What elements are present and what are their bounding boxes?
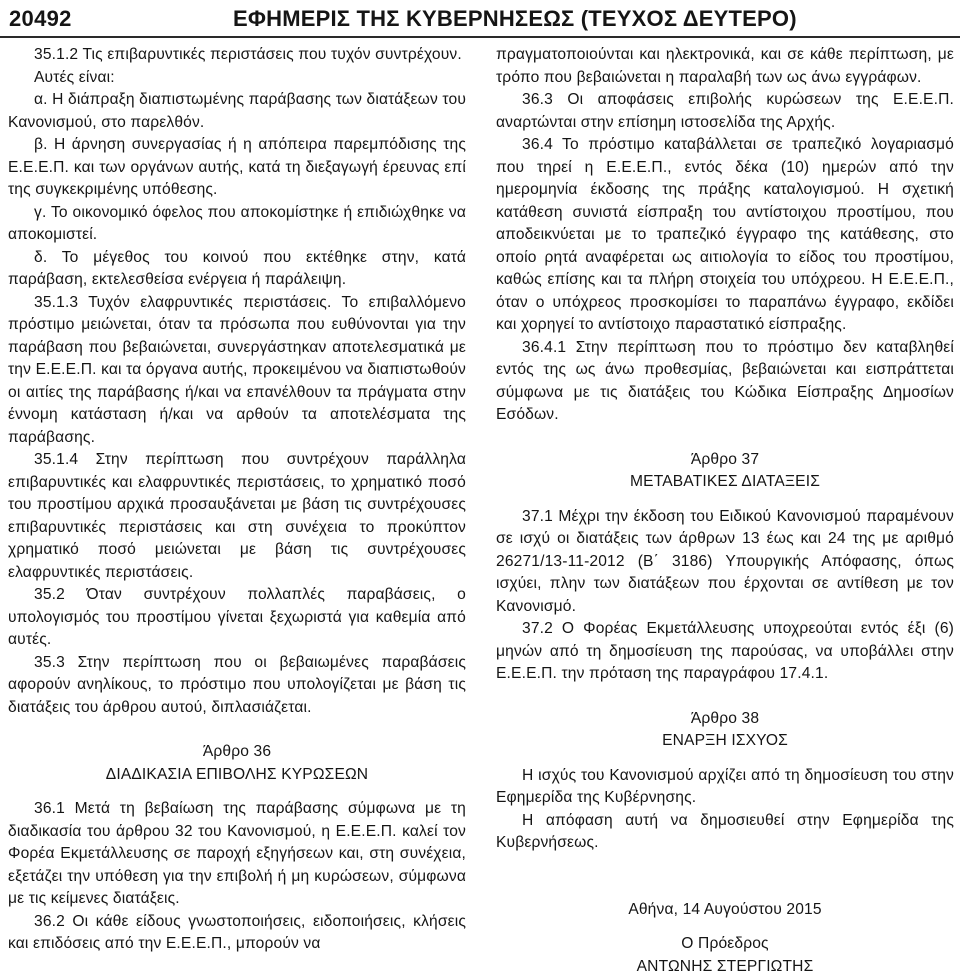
- paragraph-36-2-continued: πραγματοποιούνται και ηλεκτρονικά, και σε κάθε περίπτωση, με τρόπο που βεβαιώνεται η παραλαβή των ως άνω εγγράφων.: [496, 44, 954, 89]
- paragraph-36-4-1: 36.4.1 Στην περίπτωση που το πρόστιμο δεν καταβληθεί εντός της ως άνω προθεσμίας, βεβαιώνεται και εισπράττεται σύμφωνα με τις διατάξεις του Κώδικα Είσπραξης Δημοσίων Εσόδων.: [496, 337, 954, 427]
- spacer: [496, 921, 954, 933]
- header-divider: [0, 36, 960, 38]
- paragraph-35-1-2: 35.1.2 Τις επιβαρυντικές περιστάσεις που τυχόν συντρέχουν.: [8, 44, 466, 67]
- paragraph-35-3: 35.3 Στην περίπτωση που οι βεβαιωμένες παραβάσεις αφορούν ανηλίκους, το πρόστιμο που υπολογίζεται με βάση τις διατάξεις του άρθρου αυτού, διπλασιάζεται.: [8, 652, 466, 720]
- article-37-title: ΜΕΤΑΒΑΤΙΚΕΣ ΔΙΑΤΑΞΕΙΣ: [496, 471, 954, 494]
- paragraph-publication: Η απόφαση αυτή να δημοσιευθεί στην Εφημερίδα της Κυβερνήσεως.: [496, 810, 954, 855]
- paragraph-entry-into-force: Η ισχύς του Κανονισμού αρχίζει από τη δημοσίευση του στην Εφημερίδα της Κυβέρνησης.: [496, 765, 954, 810]
- paragraph-35-2: 35.2 Όταν συντρέχουν πολλαπλές παραβάσεις, ο υπολογισμός του προστίμου γίνεται ξεχωριστά για καθεμία από αυτές.: [8, 584, 466, 652]
- paragraph-35-1-4: 35.1.4 Στην περίπτωση που συντρέχουν παράλληλα επιβαρυντικές και ελαφρυντικές περιστάσεις, το χρηματικό ποσό του προστίμου αρχικά προσαυξάνεται με βάση τις συντρέχουσες επιβαρυντικές περιστάσεις και στη συνέχεια το προκύπτον χρηματικό ποσό μειώνεται με βάση τις συντρέχουσες ελαφρυντικές περιστάσεις.: [8, 449, 466, 584]
- page-header: [9, 6, 949, 32]
- spacer: [496, 877, 954, 899]
- list-item-c: γ. Το οικονομικό όφελος που αποκομίστηκε ή επιδιώχθηκε να αποκομιστεί.: [8, 202, 466, 247]
- paragraph-35-1-3: 35.1.3 Τυχόν ελαφρυντικές περιστάσεις. Το επιβαλλόμενο πρόστιμο μειώνεται, όταν τα πρόσωπα που ευθύνονται για την παράβαση που βεβαιώνεται, συνεργάστηκαν αποτελεσματικά με την Ε.Ε.Ε.Π. και τα όργανα αυτής, προκειμένου να διαπιστωθούν οι αιτίες της παράβασης ή/και να επανέλθουν τα πράγματα στην έννομη κατάσταση ή/και να αρθούν τα αποτελέσματα της παράβασης.: [8, 292, 466, 450]
- article-38-number: Άρθρο 38: [496, 708, 954, 731]
- article-36-title: ΔΙΑΔΙΚΑΣΙΑ ΕΠΙΒΟΛΗΣ ΚΥΡΩΣΕΩΝ: [8, 764, 466, 787]
- spacer: [8, 719, 466, 741]
- paragraph-36-2: 36.2 Οι κάθε είδους γνωστοποιήσεις, ειδοποιήσεις, κλήσεις και επιδόσεις από την Ε.Ε.Ε.Π., μπορούν να: [8, 911, 466, 956]
- right-column: [496, 44, 954, 978]
- signatory-name: ΑΝΤΩΝΗΣ ΣΤΕΡΓΙΩΤΗΣ: [496, 956, 954, 978]
- spacer: [496, 753, 954, 765]
- paragraph-36-3: 36.3 Οι αποφάσεις επιβολής κυρώσεων της Ε.Ε.Ε.Π. αναρτώνται στην επίσημη ιστοσελίδα της Αρχής.: [496, 89, 954, 134]
- spacer: [496, 855, 954, 877]
- spacer: [496, 686, 954, 708]
- list-intro: Αυτές είναι:: [8, 67, 466, 90]
- paragraph-37-2: 37.2 Ο Φορέας Εκμετάλλευσης υποχρεούται εντός έξι (6) μηνών από τη δημοσίευση της παρούσας, να υποβάλλει στην Ε.Ε.Ε.Π. την πρόταση της παραγράφου 17.4.1.: [496, 618, 954, 686]
- left-column: [8, 44, 466, 956]
- paragraph-36-4: 36.4 Το πρόστιμο καταβάλλεται σε τραπεζικό λογαριασμό που τηρεί η Ε.Ε.Ε.Π., εντός δέκα (10) ημερών από την ημερομηνία έκδοσης της πράξης καταλογισμού. Η σχετική κατάθεση συνιστά είσπραξη του αντίστοιχου προστίμου, που αποδεικνύεται με το τραπεζικό έγγραφο της κατάθεσης, στο οποίο ρητά αναφέρεται ως αιτιολογία το είδος του προστίμου, καθώς επίσης και τα πλήρη στοιχεία του υπόχρεου. Η Ε.Ε.Ε.Π., όταν ο υπόχρεος προσκομίσει το παραπάνω έγγραφο, εκδίδει και χορηγεί το αντίστοιχο παραστατικό είσπραξης.: [496, 134, 954, 337]
- article-38-title: ΕΝΑΡΞΗ ΙΣΧΥΟΣ: [496, 730, 954, 753]
- gazette-title: ΕΦΗΜΕΡΙΣ ΤΗΣ ΚΥΒΕΡΝΗΣΕΩΣ (ΤΕΥΧΟΣ ΔΕΥΤΕΡΟ): [233, 6, 797, 32]
- list-item-b: β. Η άρνηση συνεργασίας ή η απόπειρα παρεμπόδισης της Ε.Ε.Ε.Π. και των οργάνων αυτής, κατά τη διεξαγωγή έρευνας επί της συγκεκριμένης υπόθεσης.: [8, 134, 466, 202]
- signatory-role: Ο Πρόεδρος: [496, 933, 954, 956]
- spacer: [496, 494, 954, 506]
- list-item-a: α. Η διάπραξη διαπιστωμένης παράβασης των διατάξεων του Κανονισμού, στο παρελθόν.: [8, 89, 466, 134]
- spacer: [496, 427, 954, 449]
- article-36-number: Άρθρο 36: [8, 741, 466, 764]
- paragraph-36-1: 36.1 Μετά τη βεβαίωση της παράβασης σύμφωνα με τη διαδικασία του άρθρου 32 του Κανονισμού, η Ε.Ε.Ε.Π. καλεί τον Φορέα Εκμετάλλευσης σε παροχή εξηγήσεων και, στη συνέχεια, εξετάζει την υπόθεση για την επιβολή ή μη κυρώσεων, σύμφωνα με τις κείμενες διατάξεις.: [8, 798, 466, 911]
- page-number: 20492: [9, 6, 72, 32]
- article-37-number: Άρθρο 37: [496, 449, 954, 472]
- list-item-d: δ. Το μέγεθος του κοινού που εκτέθηκε στην, κατά παράβαση, εκτελεσθείσα ενέργεια ή παράλειψη.: [8, 247, 466, 292]
- spacer: [8, 786, 466, 798]
- paragraph-37-1: 37.1 Μέχρι την έκδοση του Ειδικού Κανονισμού παραμένουν σε ισχύ οι διατάξεις των άρθρων 13 έως και 24 της με αριθμό 26271/13-11-2012 (Β΄ 3186) Υπουργικής Απόφασης, όπως ισχύει, πλην των διατάξεων που έρχονται σε αντίθεση με τον Κανονισμό.: [496, 506, 954, 619]
- place-date: Αθήνα, 14 Αυγούστου 2015: [496, 899, 954, 922]
